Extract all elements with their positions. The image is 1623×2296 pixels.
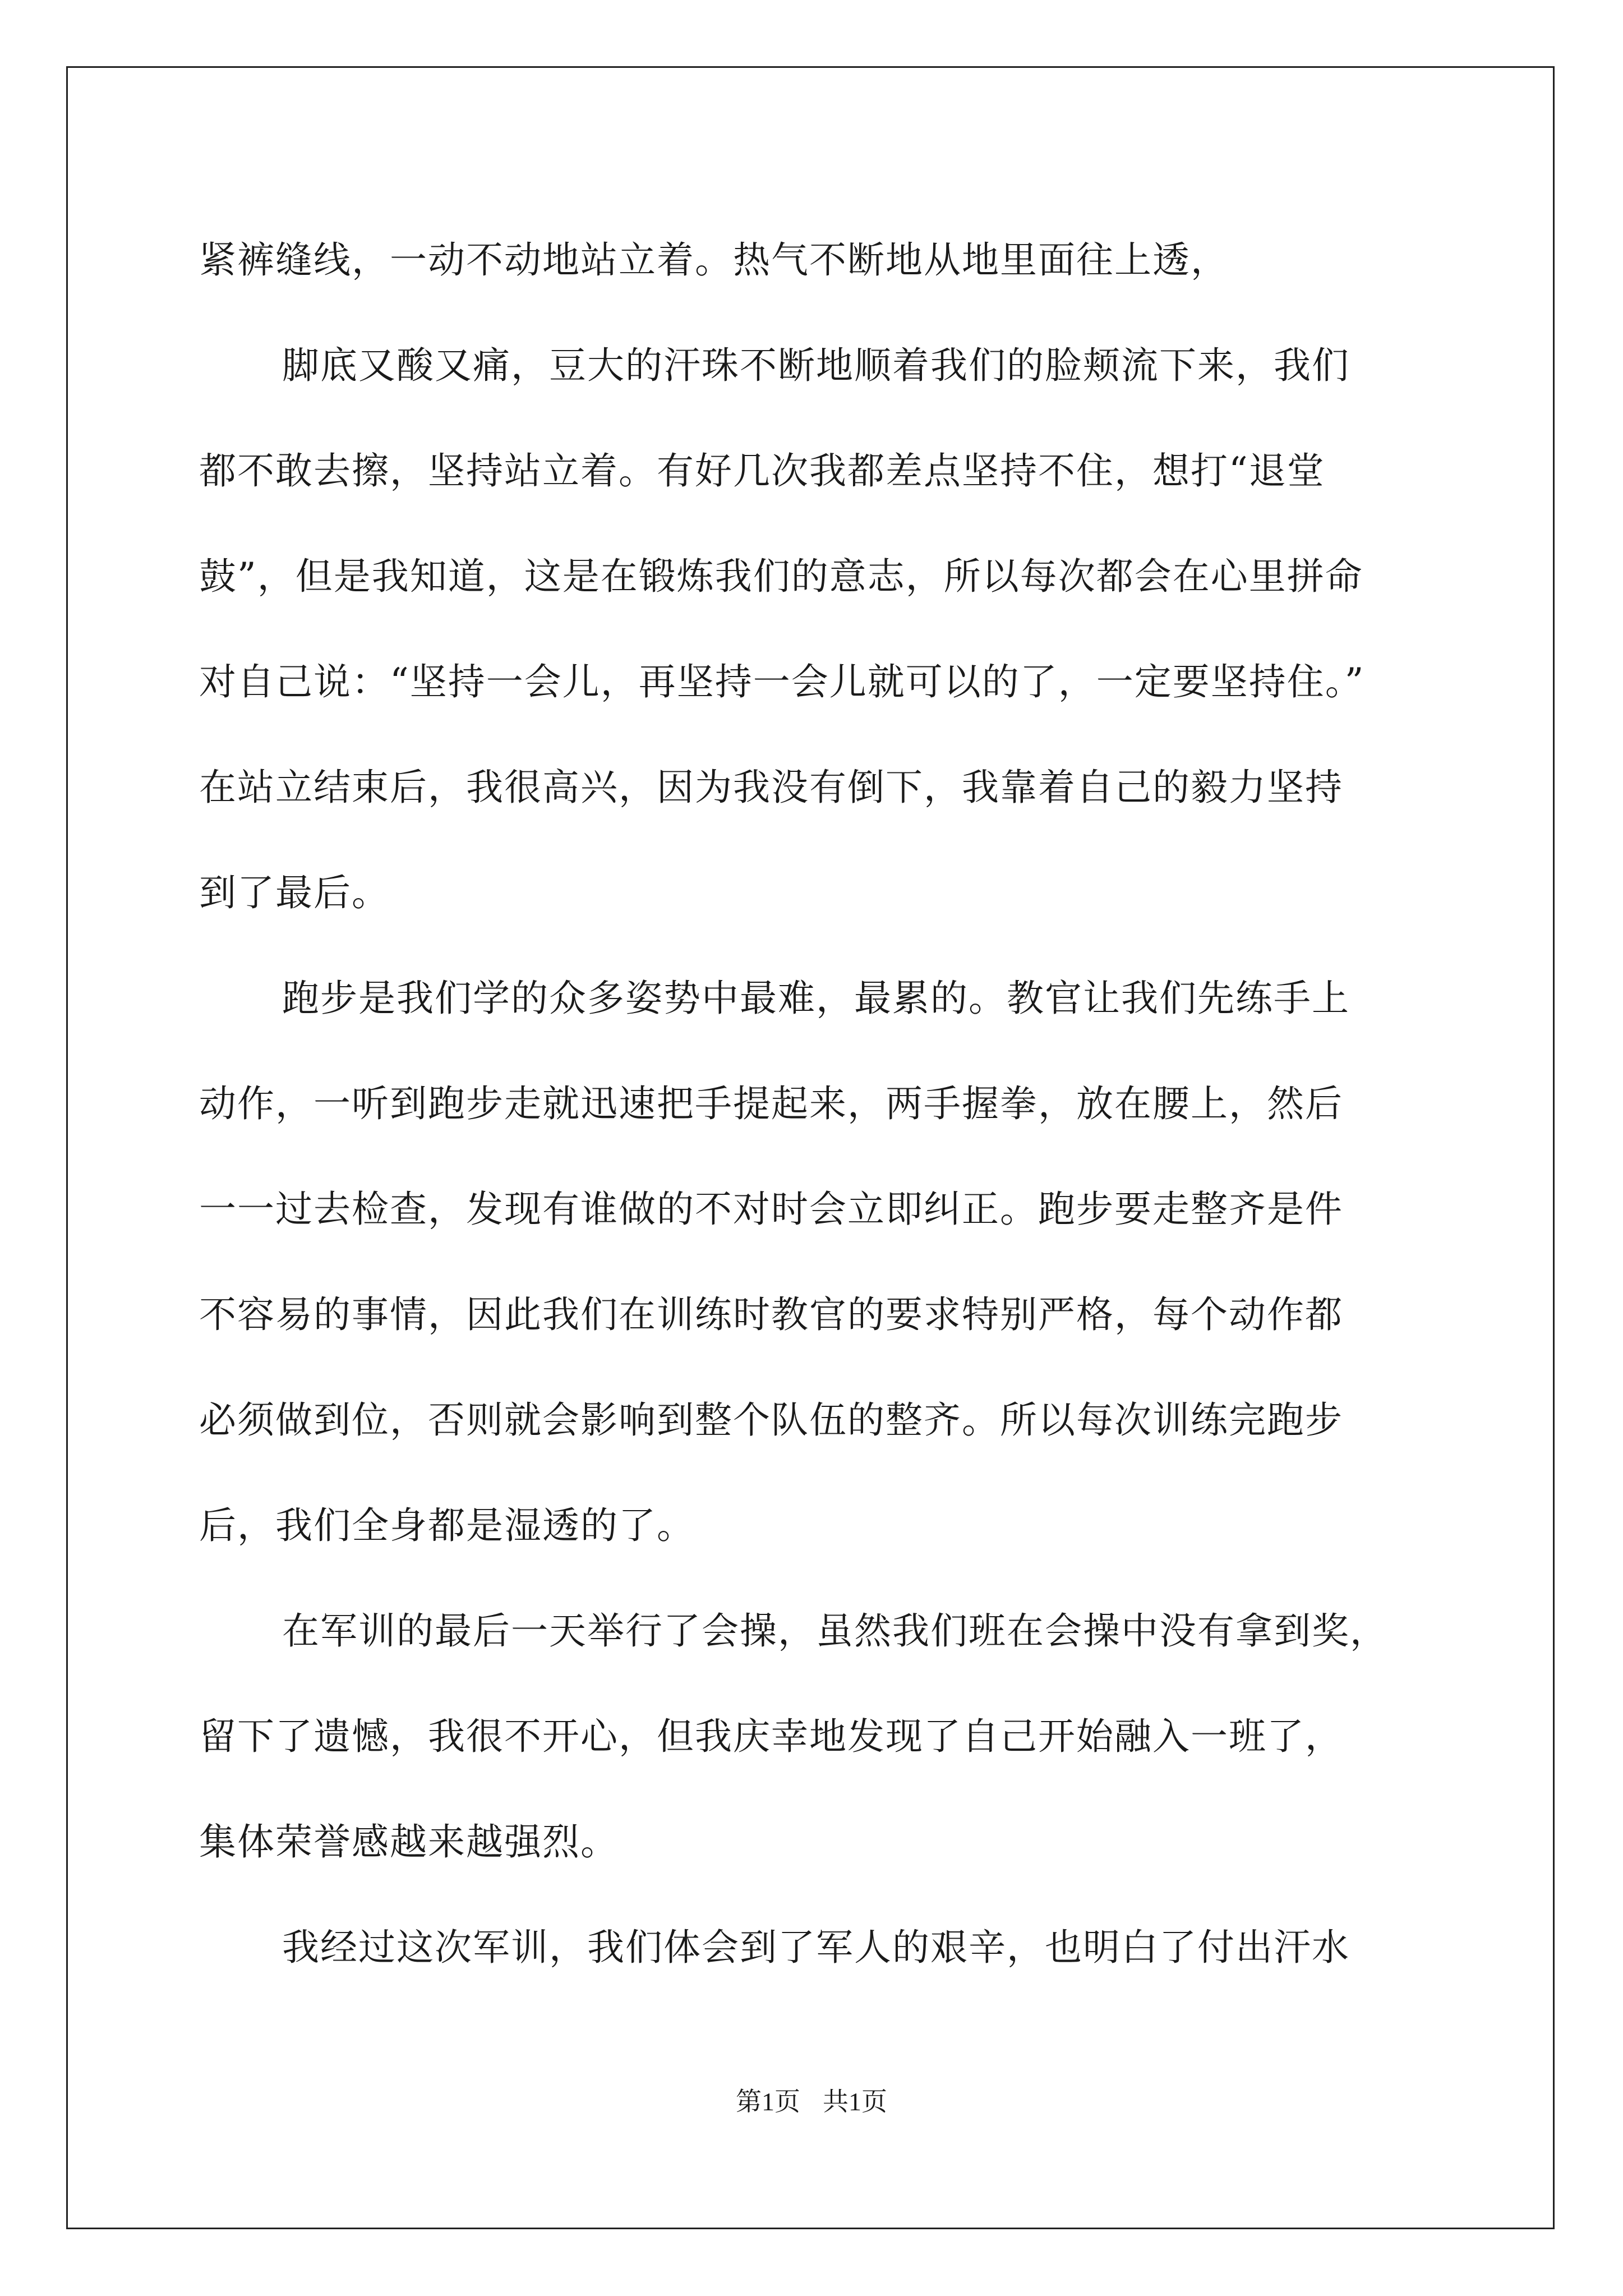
text-line: 后，我们全身都是湿透的了。: [199, 1504, 695, 1547]
text-line: 在站立结束后，我很高兴，因为我没有倒下，我靠着自己的毅力坚持: [199, 766, 1343, 809]
text-line: 必须做到位，否则就会影响到整个队伍的整齐。所以每次训练完跑步: [199, 1398, 1343, 1442]
text-line: 到了最后。: [199, 871, 390, 914]
text-line: 一一过去检查，发现有谁做的不对时会立即纠正。跑步要走整齐是件: [199, 1188, 1343, 1231]
text-line: 脚底又酸又痛，豆大的汗珠不断地顺着我们的脸颊流下来，我们: [282, 344, 1350, 387]
document-body: [199, 208, 1427, 2000]
text-line: 我经过这次军训，我们体会到了军人的艰辛，也明白了付出汗水: [282, 1926, 1350, 1969]
text-line: 都不敢去擦，坚持站立着。有好几次我都差点坚持不住，想打“退堂: [199, 449, 1325, 493]
page-number-total: 共1页: [823, 2087, 887, 2116]
text-line: 跑步是我们学的众多姿势中最难，最累的。教官让我们先练手上: [282, 977, 1350, 1020]
text-line: 鼓”，但是我知道，这是在锻炼我们的意志，所以每次都会在心里拼命: [199, 555, 1363, 598]
text-line: 集体荣誉感越来越强烈。: [199, 1820, 619, 1864]
text-line: 在军训的最后一天举行了会操，虽然我们班在会操中没有拿到奖，: [282, 1609, 1388, 1653]
page-footer: [0, 2081, 1623, 2118]
text-line: 动作，一听到跑步走就迅速把手提起来，两手握拳，放在腰上，然后: [199, 1082, 1343, 1125]
text-line: 对自己说：“坚持一会儿，再坚持一会儿就可以的了，一定要坚持住。”: [199, 660, 1365, 703]
text-line: 不容易的事情，因此我们在训练时教官的要求特别严格，每个动作都: [199, 1293, 1343, 1336]
text-line: 留下了遗憾，我很不开心，但我庆幸地发现了自己开始融入一班了，: [199, 1715, 1343, 1758]
page-number-current: 第1页: [736, 2087, 800, 2116]
text-line: 紧裤缝线，一动不动地站立着。热气不断地从地里面往上透，: [199, 238, 1229, 282]
